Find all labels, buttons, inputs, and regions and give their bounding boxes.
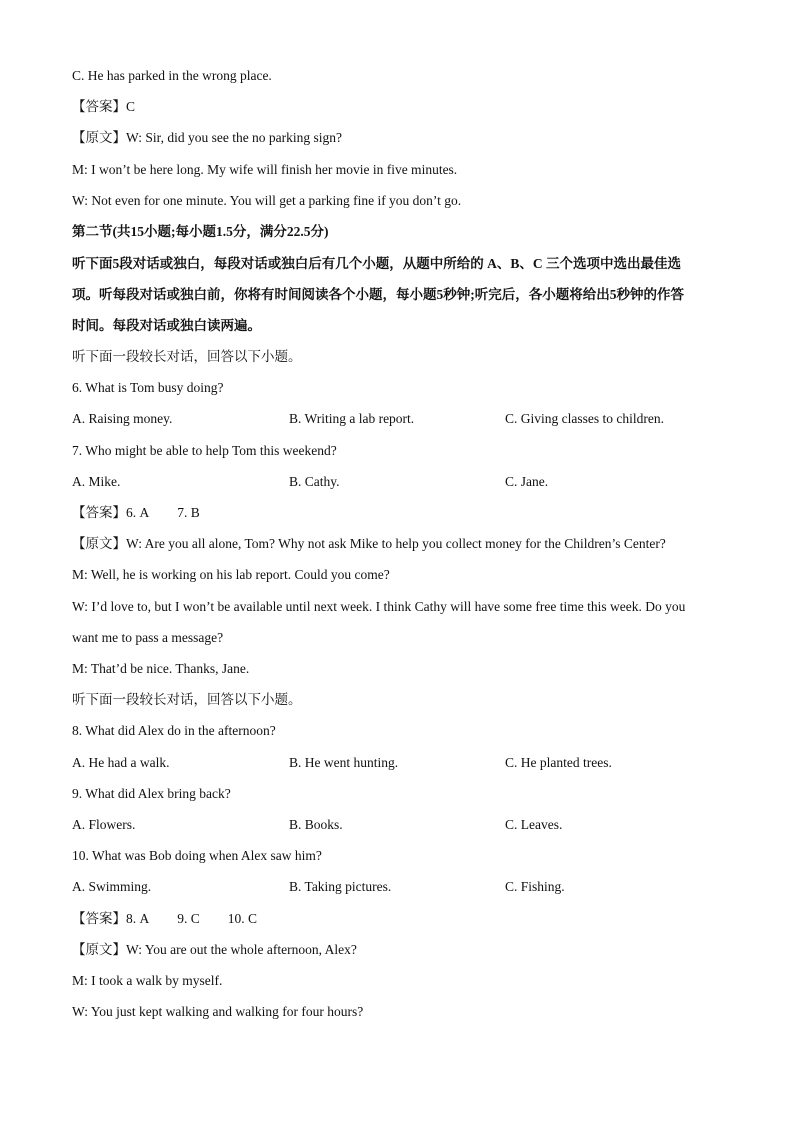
transcript-line: W: I’d love to, but I won’t be available until next week. I think Cathy will have some free time this week. Do you (72, 599, 686, 614)
instructions-line: 项。听每段对话或独白前，你将有时间阅读各个小题，每小题5秒钟;听完后，各小题将给出5秒钟的作答 (72, 287, 684, 302)
instructions-line: 时间。每段对话或独白读两遍。 (72, 318, 261, 333)
transcript-line: W: Not even for one minute. You will get a parking fine if you don’t go. (72, 193, 462, 208)
question-stem-6: 6. What is Tom busy doing? (72, 380, 224, 395)
option-a: A. Flowers. (72, 817, 136, 832)
answer-item: 6. A (126, 505, 150, 520)
transcript-line: 【原文】W: You are out the whole afternoon, Alex? (72, 942, 357, 957)
transcript-line: 【原文】W: Sir, did you see the no parking sign? (72, 130, 343, 145)
transcript-line: 【原文】W: Are you all alone, Tom? Why not ask Mike to help you collect money for the Children’s Center? (72, 536, 666, 551)
listen-intro: 听下面一段较长对话，回答以下小题。 (72, 349, 302, 364)
answer-item: 8. A (126, 911, 150, 926)
option-c: C. He planted trees. (505, 755, 612, 770)
answer-item: 10. C (227, 911, 258, 926)
question-stem-10: 10. What was Bob doing when Alex saw him? (72, 848, 322, 863)
option-b: B. Taking pictures. (289, 879, 392, 894)
option-a: A. Mike. (72, 474, 121, 489)
section-title: 第二节(共15小题;每小题1.5分，满分22.5分) (72, 224, 329, 239)
option-c: C. Jane. (505, 474, 549, 489)
question-stem-8: 8. What did Alex do in the afternoon? (72, 723, 276, 738)
question-stem-9: 9. What did Alex bring back? (72, 786, 231, 801)
transcript-line: M: I won’t be here long. My wife will finish her movie in five minutes. (72, 162, 458, 177)
question-stem-7: 7. Who might be able to help Tom this weekend? (72, 443, 337, 458)
question-options-9 (72, 815, 722, 835)
question-options-10 (72, 877, 722, 897)
transcript-line: M: Well, he is working on his lab report. Could you come? (72, 567, 390, 582)
option-a: A. Swimming. (72, 879, 152, 894)
instructions-line: 听下面5段对话或独白，每段对话或独白后有几个小题，从题中所给的 A、B、C 三个选项中选出最佳选 (72, 256, 682, 271)
answer-label: 【答案】 (72, 505, 126, 520)
question-options-7 (72, 472, 722, 492)
question-options-8 (72, 753, 722, 773)
option-c: C. Fishing. (505, 879, 565, 894)
option-b: B. Books. (289, 817, 343, 832)
transcript-line: W: You just kept walking and walking for four hours? (72, 1004, 364, 1019)
option-c: C. Leaves. (505, 817, 563, 832)
question-options-6 (72, 409, 722, 429)
option-c: C. Giving classes to children. (505, 411, 664, 426)
answer-q5: 【答案】C (72, 99, 136, 114)
answer-item: 9. C (177, 911, 200, 926)
answer-item: 7. B (177, 505, 200, 520)
option-a: A. Raising money. (72, 411, 173, 426)
option-a: A. He had a walk. (72, 755, 170, 770)
answer-q6-q7 (72, 503, 722, 523)
transcript-line: M: I took a walk by myself. (72, 973, 223, 988)
option-b: B. Cathy. (289, 474, 340, 489)
answer-q8-q10 (72, 909, 722, 929)
transcript-line: M: That’d be nice. Thanks, Jane. (72, 661, 250, 676)
transcript-line: want me to pass a message? (72, 630, 224, 645)
option-b: B. Writing a lab report. (289, 411, 415, 426)
answer-label: 【答案】 (72, 911, 126, 926)
listen-intro: 听下面一段较长对话，回答以下小题。 (72, 692, 302, 707)
option-b: B. He went hunting. (289, 755, 399, 770)
option-c-previous-question: C. He has parked in the wrong place. (72, 68, 272, 83)
